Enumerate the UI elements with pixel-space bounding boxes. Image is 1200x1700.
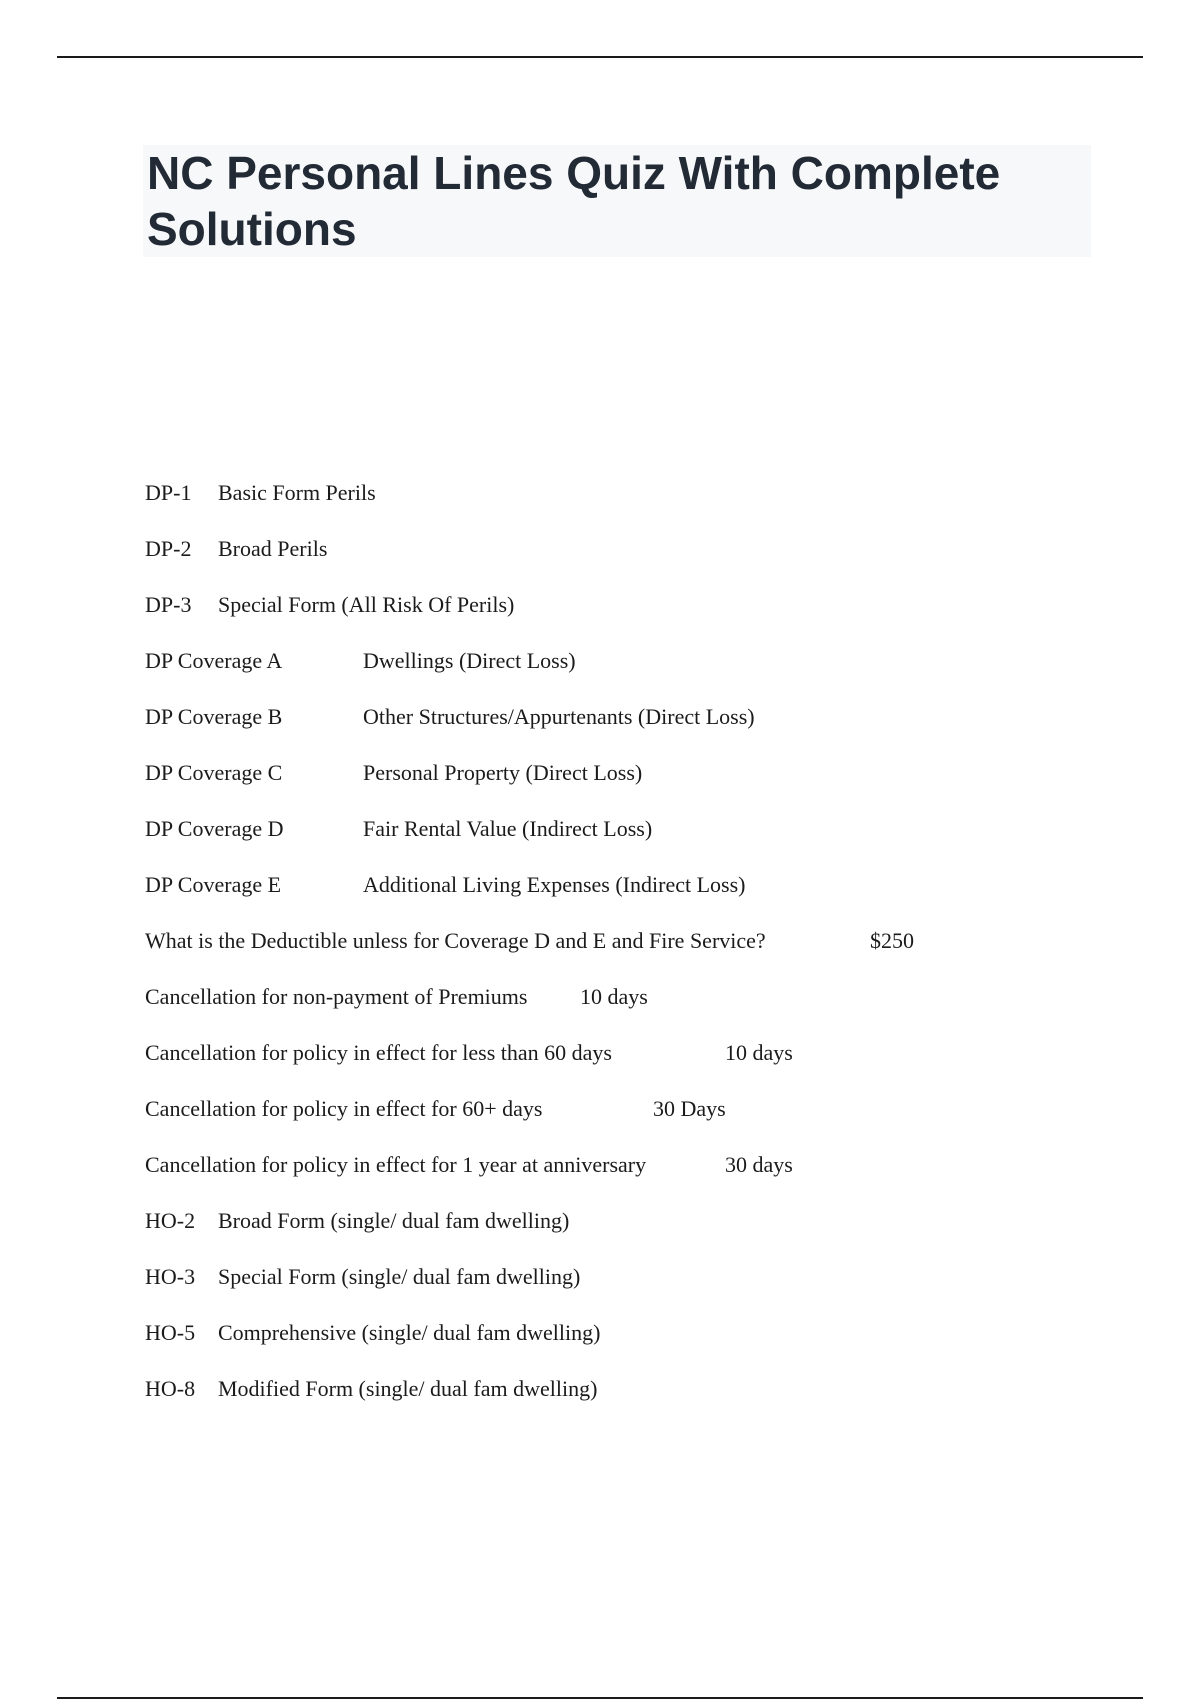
list-item <box>145 1259 1145 1315</box>
definition: Broad Form (single/ dual fam dwelling) <box>218 1208 570 1233</box>
list-item <box>145 531 1145 587</box>
term: HO-2 <box>145 1208 196 1233</box>
term: DP Coverage B <box>145 704 283 729</box>
term: DP-1 <box>145 480 192 505</box>
definition: 10 days <box>725 1040 793 1065</box>
definition: Additional Living Expenses (Indirect Loss) <box>363 872 746 897</box>
term: Cancellation for policy in effect for 1 year at anniversary <box>145 1152 647 1177</box>
term: HO-5 <box>145 1320 196 1345</box>
term: DP-3 <box>145 592 192 617</box>
definition: Fair Rental Value (Indirect Loss) <box>363 816 653 841</box>
list-item <box>145 1315 1145 1371</box>
list-item <box>145 587 1145 643</box>
term: Cancellation for non-payment of Premiums <box>145 984 528 1009</box>
definition: Modified Form (single/ dual fam dwelling) <box>218 1376 598 1401</box>
list-item <box>145 923 1145 979</box>
title-banner <box>143 145 1091 257</box>
definition: $250 <box>870 928 914 953</box>
definition: Special Form (single/ dual fam dwelling) <box>218 1264 581 1289</box>
definition: 10 days <box>580 984 648 1009</box>
document-title: NC Personal Lines Quiz With Complete Solutions <box>147 147 1001 255</box>
definition: Dwellings (Direct Loss) <box>363 648 576 673</box>
definition: Personal Property (Direct Loss) <box>363 760 643 785</box>
list-item <box>145 475 1145 531</box>
term: What is the Deductible unless for Coverage D and E and Fire Service? <box>145 928 766 953</box>
term: Cancellation for policy in effect for 60+ days <box>145 1096 543 1121</box>
list-item <box>145 979 1145 1035</box>
term: DP Coverage E <box>145 872 282 897</box>
term: DP-2 <box>145 536 192 561</box>
list-item <box>145 1203 1145 1259</box>
list-item <box>145 1035 1145 1091</box>
term: DP Coverage D <box>145 816 284 841</box>
definition: Broad Perils <box>218 536 328 561</box>
definition: Special Form (All Risk Of Perils) <box>218 592 515 617</box>
list-item <box>145 1371 1145 1427</box>
definition: Comprehensive (single/ dual fam dwelling) <box>218 1320 601 1345</box>
definition: 30 days <box>725 1152 793 1177</box>
term: DP Coverage C <box>145 760 283 785</box>
flashcard-list <box>145 475 1145 1427</box>
list-item <box>145 811 1145 867</box>
term: Cancellation for policy in effect for less than 60 days <box>145 1040 612 1065</box>
top-rule <box>57 56 1143 58</box>
term: HO-8 <box>145 1376 196 1401</box>
list-item <box>145 1147 1145 1203</box>
list-item <box>145 1091 1145 1147</box>
term: HO-3 <box>145 1264 196 1289</box>
bottom-rule <box>57 1697 1143 1699</box>
list-item <box>145 643 1145 699</box>
definition: Basic Form Perils <box>218 480 376 505</box>
term: DP Coverage A <box>145 648 283 673</box>
list-item <box>145 755 1145 811</box>
definition: 30 Days <box>653 1096 726 1121</box>
list-item <box>145 867 1145 923</box>
list-item <box>145 699 1145 755</box>
definition: Other Structures/Appurtenants (Direct Loss) <box>363 704 755 729</box>
